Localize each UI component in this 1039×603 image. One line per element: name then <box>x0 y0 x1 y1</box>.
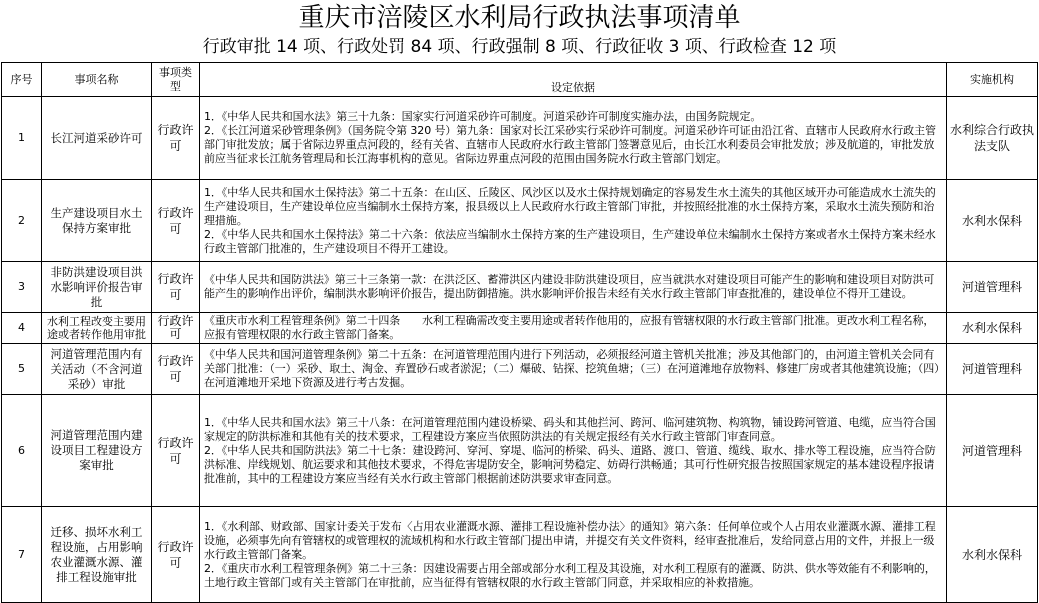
table-row <box>2 507 1038 603</box>
basis-paragraph: 《中华人民共和国河道管理条例》第二十五条：在河道管理范围内进行下列活动，必须报经河道主管机关批准；涉及其他部门的，由河道主管机关会同有关部门批准：（一）采砂、取土、淘金、弃置砂石或者淤泥；（二）爆破、钻探、挖筑鱼塘；（三）在河道滩地存放物料、修建厂房或者其他建筑设施；（四）在河道滩地开采地下资源及进行考古发掘。 <box>204 348 940 389</box>
row-no: 4 <box>2 313 42 344</box>
row-item-name: 迁移、损坏水利工程设施，占用影响农业灌溉水源、灌排工程设施审批 <box>42 507 152 603</box>
row-item-name: 河道管理范围内建设项目工程建设方案审批 <box>42 395 152 507</box>
basis-paragraph: 《中华人民共和国防洪法》第三十三条第一款：在洪泛区、蓄滞洪区内建设非防洪建设项目，应当就洪水对建设项目可能产生的影响和建设项目对防洪可能产生的影响作出评价，编制洪水影响评价报告，提出防御措施。洪水影响评价报告未经有关水行政主管部门审查批准的，建设单位不得开工建设。 <box>204 273 935 300</box>
header-org: 实施机构 <box>947 63 1038 97</box>
row-item-name: 水利工程改变主要用途或者转作他用审批 <box>42 313 152 344</box>
row-org: 河道管理科 <box>947 262 1038 313</box>
row-basis <box>200 262 947 313</box>
page-subtitle: 行政审批 14 项、行政处罚 84 项、行政强制 8 项、行政征收 3 项、行政检查 12 项 <box>202 37 837 57</box>
row-item-type: 行政许可 <box>152 180 200 262</box>
row-item-name: 生产建设项目水土保持方案审批 <box>42 180 152 262</box>
header-no: 序号 <box>2 63 42 97</box>
header-type: 事项类型 <box>152 63 200 97</box>
row-no: 6 <box>2 395 42 507</box>
row-item-name: 非防洪建设项目洪水影响评价报告审批 <box>42 262 152 313</box>
row-no: 5 <box>2 344 42 395</box>
row-basis <box>200 97 947 180</box>
row-org: 水利水保科 <box>947 313 1038 344</box>
table-header-row <box>2 63 1038 97</box>
table-row <box>2 262 1038 313</box>
basis-paragraph: 1．《中华人民共和国水法》第三十八条：在河道管理范围内建设桥梁、码头和其他拦河、跨河、临河建筑物、构筑物，铺设跨河管道、电缆，应当符合国家规定的防洪标准和其他有关的技术要求，工程建设方案应当依照防洪法的有关规定报经有关水行政主管部门审查同意。 <box>204 415 936 443</box>
row-basis <box>200 344 947 395</box>
row-item-name: 长江河道采砂许可 <box>42 97 152 180</box>
table-row <box>2 344 1038 395</box>
row-basis <box>200 180 947 262</box>
basis-paragraph: 1．《中华人民共和国水法》第三十九条：国家实行河道采砂许可制度。河道采砂许可制度实施办法，由国务院规定。 <box>204 110 762 123</box>
row-item-type: 行政许可 <box>152 344 200 395</box>
page-title: 重庆市涪陵区水利局行政执法事项清单 <box>298 3 741 33</box>
row-org: 水利水保科 <box>947 507 1038 603</box>
enforcement-items-table <box>1 62 1038 603</box>
basis-paragraph: 1．《中华人民共和国水土保持法》第二十五条：在山区、丘陵区、风沙区以及水土保持规划确定的容易发生水土流失的其他区域开办可能造成水土流失的生产建设项目，生产建设单位应当编制水土保持方案，报县级以上人民政府水行政主管部门审批，并按照经批准的水土保持方案，采取水土流失预防和治理措施。 <box>204 185 936 227</box>
row-item-name: 河道管理范围内有关活动（不含河道采砂）审批 <box>42 344 152 395</box>
table-row <box>2 180 1038 262</box>
basis-paragraph: 《重庆市水利工程管理条例》第二十四条 水利工程确需改变主要用途或者转作他用的，应报有管辖权限的水行政主管部门批准。更改水利工程名称，应报有管理权限的水行政主管部门备案。 <box>204 314 935 341</box>
row-basis <box>200 507 947 603</box>
row-no: 2 <box>2 180 42 262</box>
row-no: 3 <box>2 262 42 313</box>
table-row <box>2 97 1038 180</box>
basis-paragraph: 2．《中华人民共和国水土保持法》第二十六条：依法应当编制水土保持方案的生产建设项目，生产建设单位未编制水土保持方案或者水土保持方案未经水行政主管部门批准的，生产建设项目不得开工建设。 <box>204 227 936 255</box>
table-row <box>2 313 1038 344</box>
header-name: 事项名称 <box>42 63 152 97</box>
row-basis <box>200 313 947 344</box>
row-basis <box>200 395 947 507</box>
row-org: 水利水保科 <box>947 180 1038 262</box>
basis-paragraph: 2．《重庆市水利工程管理条例》第二十三条：因建设需要占用全部或部分水利工程及其设施，对水利工程原有的灌溉、防洪、供水等效能有不利影响的，土地行政主管部门或有关主管部门在审批前，应当征得有管辖权限的水行政主管部门同意，并采取相应的补救措施。 <box>204 561 936 589</box>
row-item-type: 行政许可 <box>152 507 200 603</box>
row-org: 河道管理科 <box>947 395 1038 507</box>
table-row <box>2 395 1038 507</box>
row-org: 河道管理科 <box>947 344 1038 395</box>
row-item-type: 行政许可 <box>152 395 200 507</box>
row-no: 1 <box>2 97 42 180</box>
row-item-type: 行政许可 <box>152 97 200 180</box>
row-item-type: 行政许可 <box>152 262 200 313</box>
basis-paragraph: 2．《长江河道采砂管理条例》（国务院令第 320 号）第九条：国家对长江采砂实行采砂许可制度。河道采砂许可证由沿江省、直辖市人民政府水行政主管部门审批发放；属于省际边界重点河段的，经有关省、直辖市人民政府水行政主管部门签署意见后，由长江水利委员会审批发放；涉及航道的，审批发放前应当征求长江航务管理局和长江海事机构的意见。省际边界重点河段的范围由国务院水行政主管部门划定。 <box>204 124 936 165</box>
header-basis: 设定依据 <box>200 63 947 97</box>
row-org: 水利综合行政执法支队 <box>947 97 1038 180</box>
row-item-type: 行政许可 <box>152 313 200 344</box>
row-no: 7 <box>2 507 42 603</box>
basis-paragraph: 2．《中华人民共和国防洪法》第二十七条：建设跨河、穿河、穿堤、临河的桥梁、码头、道路、渡口、管道、缆线、取水、排水等工程设施，应当符合防洪标准、岸线规划、航运要求和其他技术要求，不得危害堤防安全，影响河势稳定、妨碍行洪畅通；其可行性研究报告按照国家规定的基本建设程序报请批准前，其中的工程建设方案应当经有关水行政主管部门根据前述防洪要求审查同意。 <box>204 443 936 485</box>
basis-paragraph: 1．《水利部、财政部、国家计委关于发布〈占用农业灌溉水源、灌排工程设施补偿办法〉的通知》第六条：任何单位或个人占用农业灌溉水源、灌排工程设施，必须事先向有管辖权的或管理权的流域机构和水行政主管部门提出申请，并提交有关文件资料，经审查批准后，发给同意占用的文件，并报上一级水行政主管部门备案。 <box>204 519 936 561</box>
